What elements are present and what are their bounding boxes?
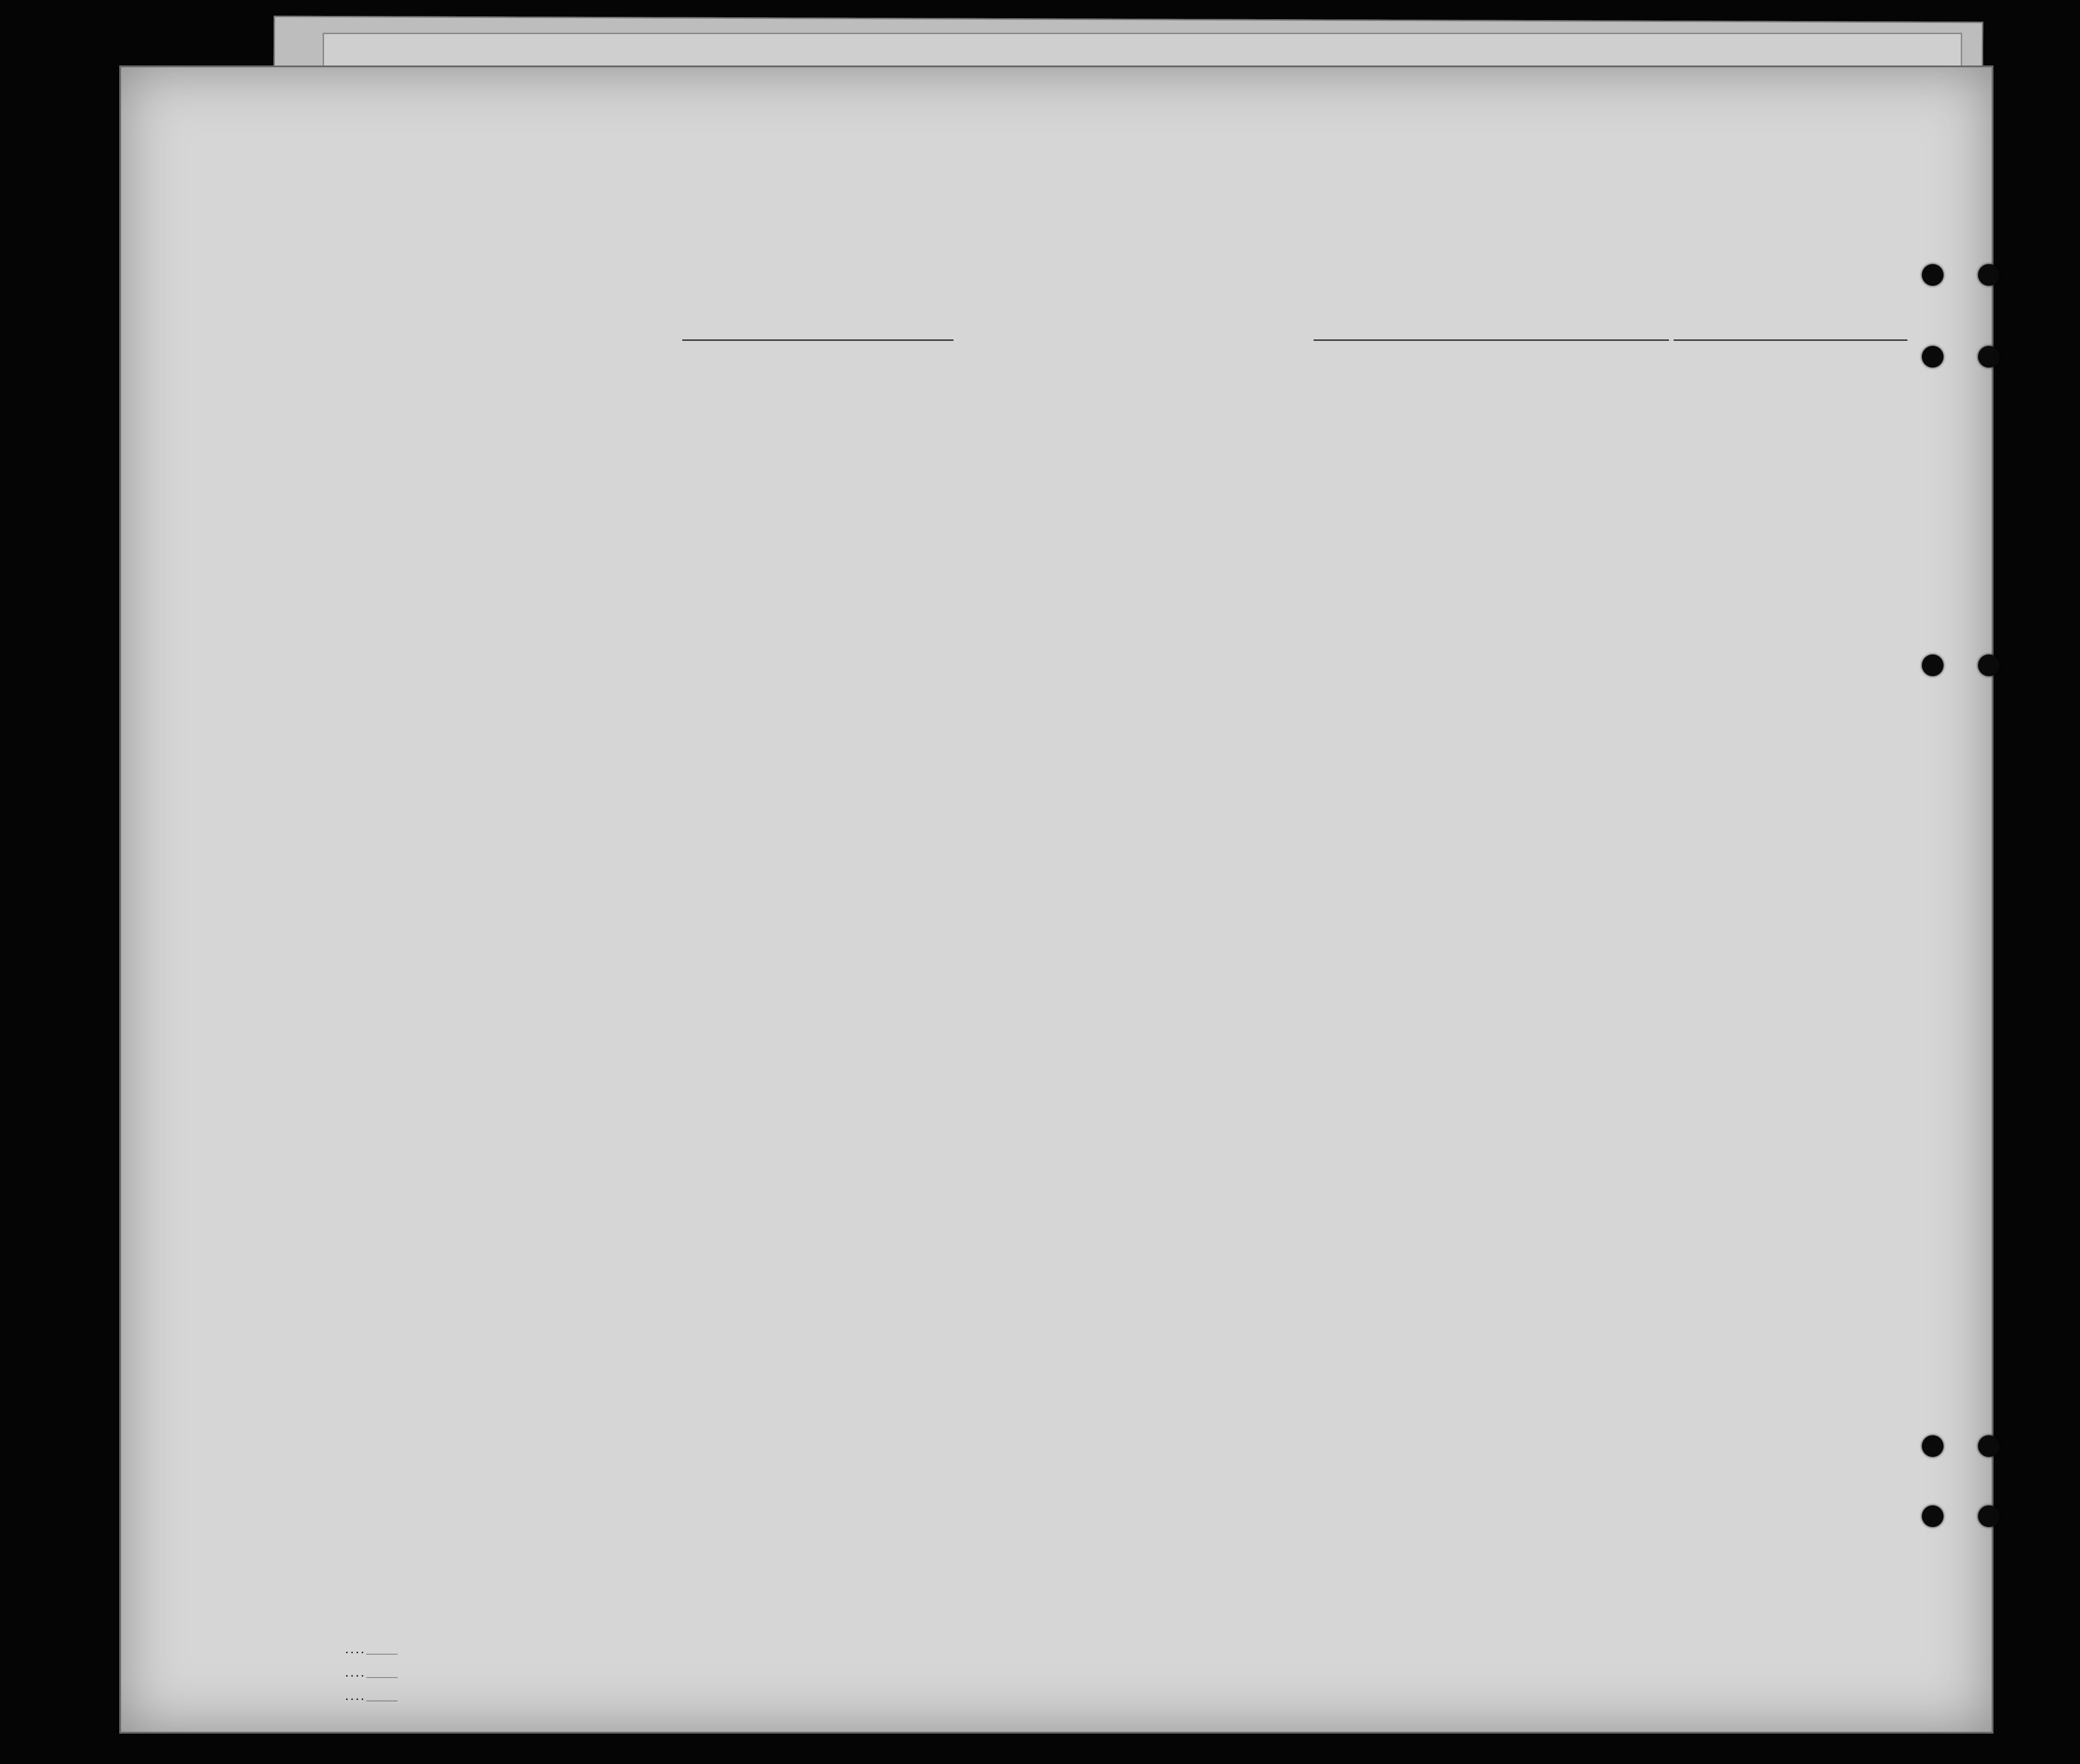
punch-hole [1922, 264, 1943, 286]
total-passengers-label: . . . . ______ [346, 1645, 398, 1656]
port-rule [1314, 339, 1669, 341]
ship-rule [682, 339, 953, 341]
punch-hole [1978, 655, 2000, 676]
punch-hole [1922, 655, 1943, 676]
punch-hole [1922, 1435, 1943, 1457]
date-rule [1674, 339, 1907, 341]
aliens-label: . . . . ______ [346, 1692, 398, 1702]
punch-hole [1922, 1505, 1943, 1527]
punch-hole [1978, 264, 2000, 286]
us-citizens-label: . . . . ______ [346, 1669, 398, 1679]
punch-hole [1922, 346, 1943, 367]
punch-hole [1978, 1505, 2000, 1527]
punch-hole [1978, 346, 2000, 367]
manifest-page [119, 65, 1993, 1734]
punch-hole [1978, 1435, 2000, 1457]
